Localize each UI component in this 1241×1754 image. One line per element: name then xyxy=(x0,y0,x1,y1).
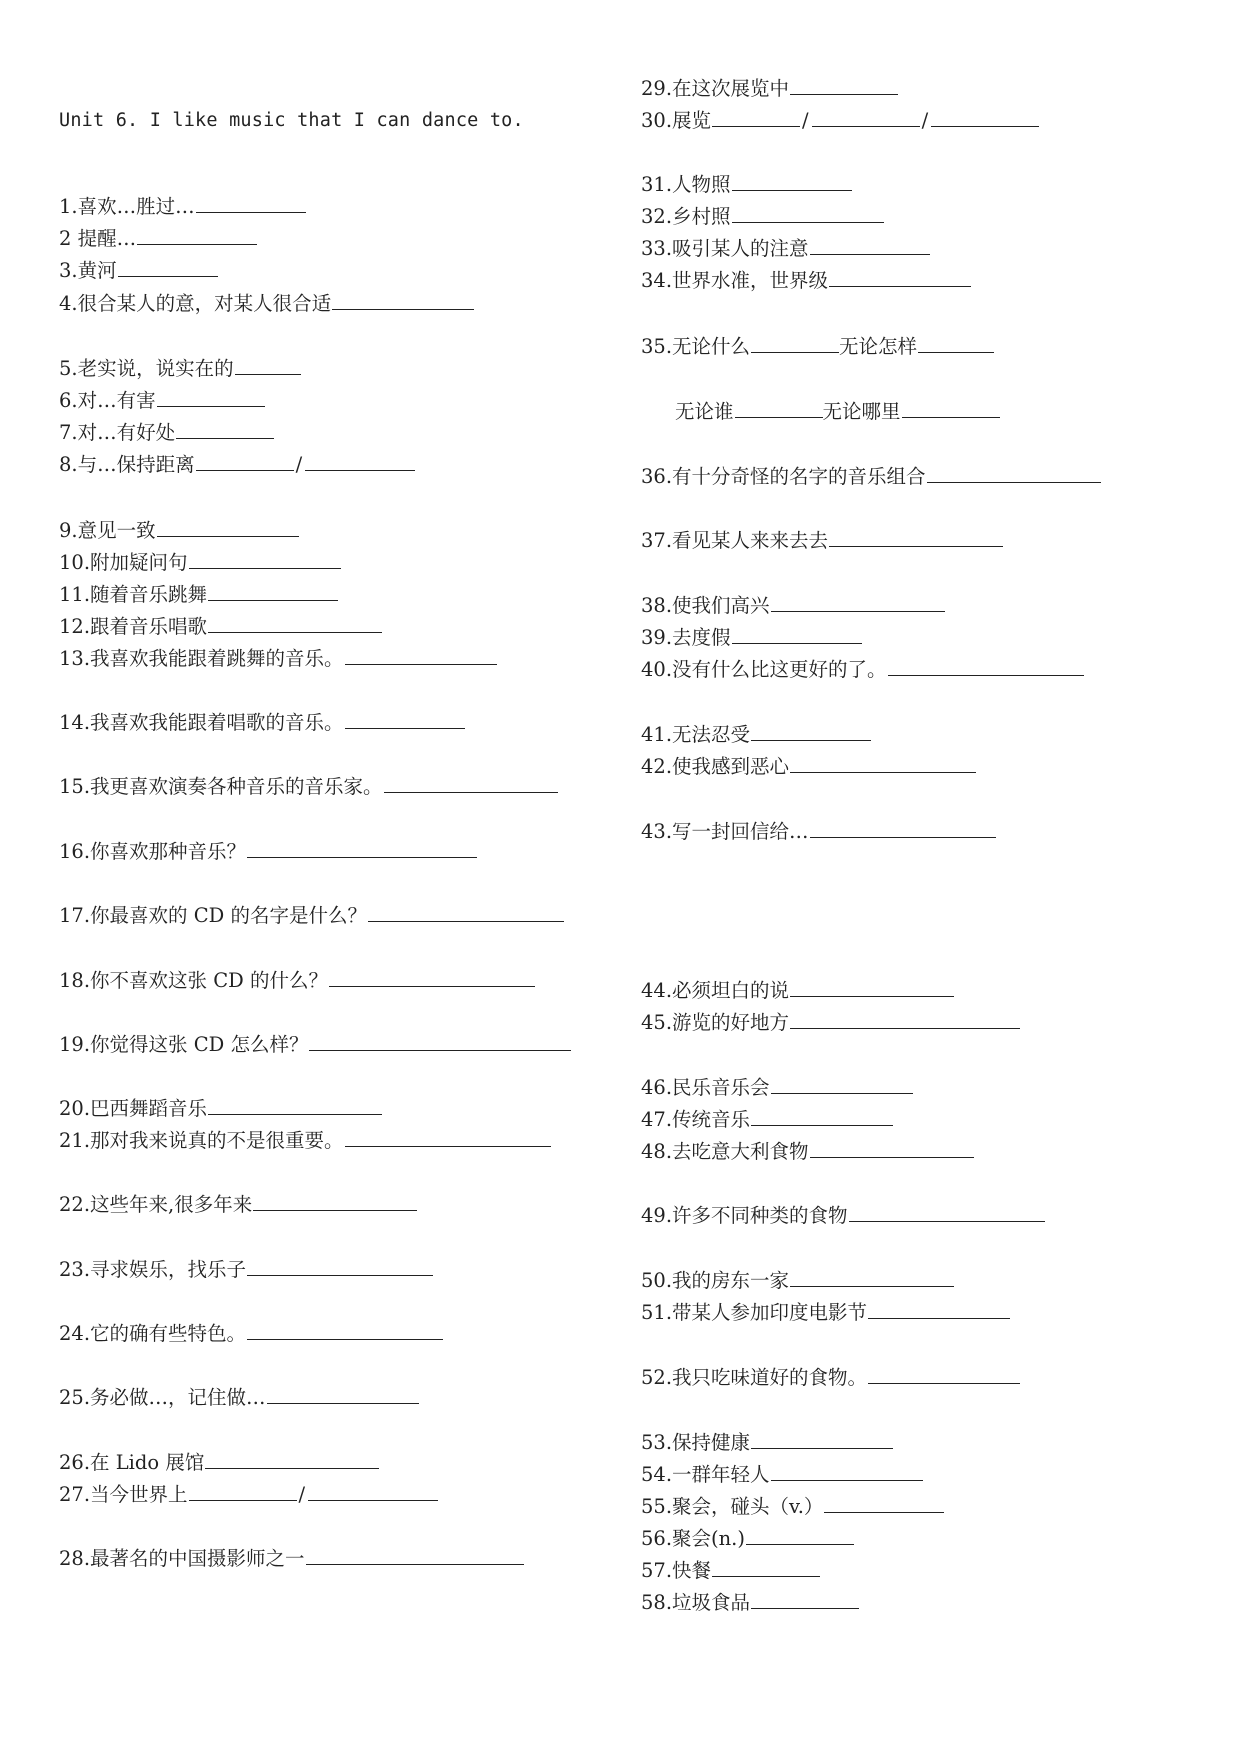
vocab-item xyxy=(641,817,996,844)
answer-blank[interactable] xyxy=(735,397,823,418)
vocab-item xyxy=(641,1428,893,1455)
vocab-item xyxy=(641,526,1003,553)
item-prompt: 44.必须坦白的说 xyxy=(641,979,790,1002)
item-prompt: 43.写一封回信给… xyxy=(641,820,809,843)
blank-separator: / xyxy=(921,109,929,132)
answer-blank[interactable] xyxy=(205,1448,379,1469)
answer-blank[interactable] xyxy=(712,1556,820,1577)
item-prompt: 29.在这次展览中 xyxy=(641,77,790,100)
item-prompt: 8.与…保持距离 xyxy=(59,453,195,476)
answer-blank[interactable] xyxy=(137,224,257,245)
item-prompt: 22.这些年来,很多年来 xyxy=(59,1193,253,1216)
item-prompt: 47.传统音乐 xyxy=(641,1108,751,1131)
answer-blank[interactable] xyxy=(305,450,415,471)
vocab-item xyxy=(59,1448,379,1475)
answer-blank[interactable] xyxy=(712,106,800,127)
answer-blank[interactable] xyxy=(368,901,564,922)
answer-blank[interactable] xyxy=(824,1492,944,1513)
item-prompt: 1.喜欢…胜过… xyxy=(59,195,195,218)
vocab-item xyxy=(59,837,477,864)
answer-blank[interactable] xyxy=(746,1524,854,1545)
answer-blank[interactable] xyxy=(868,1363,1020,1384)
vocab-item xyxy=(641,1008,1020,1035)
vocab-item xyxy=(641,106,1039,133)
item-prompt: 24.它的确有些特色。 xyxy=(59,1322,247,1345)
vocab-item xyxy=(641,1266,954,1293)
answer-blank[interactable] xyxy=(345,708,465,729)
vocab-item xyxy=(59,418,274,445)
item-prompt: 17.你最喜欢的 CD 的名字是什么？ xyxy=(59,904,367,927)
item-prompt: 50.我的房东一家 xyxy=(641,1269,790,1292)
item-prompt: 33.吸引某人的注意 xyxy=(641,237,809,260)
vocab-item xyxy=(59,901,564,928)
vocab-item xyxy=(641,462,1101,489)
answer-blank[interactable] xyxy=(790,1008,1020,1029)
item-prompt: 19.你觉得这张 CD 怎么样？ xyxy=(59,1033,309,1056)
item-prompt: 18.你不喜欢这张 CD 的什么？ xyxy=(59,969,328,992)
vocab-item xyxy=(59,256,218,283)
vocab-item xyxy=(641,1524,854,1551)
vocab-item xyxy=(59,289,474,316)
item-prompt: 11.随着音乐跳舞 xyxy=(59,583,208,606)
answer-blank[interactable] xyxy=(332,289,474,310)
vocab-item xyxy=(641,1556,820,1583)
answer-blank[interactable] xyxy=(732,170,852,191)
blank-separator: / xyxy=(295,453,303,476)
answer-blank[interactable] xyxy=(868,1298,1010,1319)
item-prompt: 10.附加疑问句 xyxy=(59,551,188,574)
answer-blank[interactable] xyxy=(118,256,218,277)
answer-blank[interactable] xyxy=(196,450,294,471)
answer-blank[interactable] xyxy=(751,1105,893,1126)
answer-blank[interactable] xyxy=(931,106,1039,127)
answer-blank[interactable] xyxy=(790,74,898,95)
item-prompt: 56.聚会(n.) xyxy=(641,1527,745,1550)
item-prompt: 31.人物照 xyxy=(641,173,731,196)
blank-separator: / xyxy=(298,1483,306,1506)
item-prompt: 无论哪里 xyxy=(822,400,901,423)
vocab-item xyxy=(641,1105,893,1132)
item-prompt: 27.当今世界上 xyxy=(59,1483,188,1506)
answer-blank[interactable] xyxy=(751,720,871,741)
item-prompt: 14.我喜欢我能跟着唱歌的音乐。 xyxy=(59,711,344,734)
vocab-item xyxy=(641,752,976,779)
item-prompt: 30.展览 xyxy=(641,109,712,132)
item-prompt: 2 提醒… xyxy=(59,227,137,250)
item-prompt: 7.对…有好处 xyxy=(59,421,176,444)
item-prompt: 26.在 Lido 展馆 xyxy=(59,1451,205,1474)
vocab-item xyxy=(641,1363,1020,1390)
answer-blank[interactable] xyxy=(345,1126,551,1147)
vocab-item xyxy=(641,1073,913,1100)
item-prompt: 25.务必做…，记住做… xyxy=(59,1386,266,1409)
vocab-item xyxy=(641,234,930,261)
vocab-item xyxy=(59,1255,433,1282)
vocab-item xyxy=(59,1094,382,1121)
vocab-item xyxy=(641,170,852,197)
item-prompt: 55.聚会，碰头（v.） xyxy=(641,1495,824,1518)
item-prompt: 38.使我们高兴 xyxy=(641,594,770,617)
item-prompt: 21.那对我来说真的不是很重要。 xyxy=(59,1129,344,1152)
answer-blank[interactable] xyxy=(771,1460,923,1481)
answer-blank[interactable] xyxy=(267,1383,419,1404)
item-prompt: 28.最著名的中国摄影师之一 xyxy=(59,1547,305,1570)
item-prompt: 46.民乐音乐会 xyxy=(641,1076,770,1099)
answer-blank[interactable] xyxy=(902,397,1000,418)
answer-blank[interactable] xyxy=(751,1588,859,1609)
vocab-item xyxy=(59,1030,571,1057)
vocab-item xyxy=(641,720,871,747)
item-prompt: 13.我喜欢我能跟着跳舞的音乐。 xyxy=(59,647,344,670)
answer-blank[interactable] xyxy=(208,580,338,601)
vocab-item xyxy=(59,580,338,607)
item-prompt: 5.老实说，说实在的 xyxy=(59,357,234,380)
answer-blank[interactable] xyxy=(771,591,945,612)
answer-blank[interactable] xyxy=(208,612,382,633)
item-prompt: 20.巴西舞蹈音乐 xyxy=(59,1097,208,1120)
answer-blank[interactable] xyxy=(751,332,839,353)
vocab-item xyxy=(641,1460,923,1487)
item-prompt: 23.寻求娱乐，找乐子 xyxy=(59,1258,247,1281)
vocab-item xyxy=(59,966,535,993)
vocab-item xyxy=(59,772,558,799)
item-prompt: 36.有十分奇怪的名字的音乐组合 xyxy=(641,465,926,488)
vocab-item xyxy=(59,450,415,477)
answer-blank[interactable] xyxy=(329,966,535,987)
item-prompt: 51.带某人参加印度电影节 xyxy=(641,1301,868,1324)
item-prompt: 4.很合某人的意，对某人很合适 xyxy=(59,292,332,315)
answer-blank[interactable] xyxy=(176,418,274,439)
answer-blank[interactable] xyxy=(927,462,1101,483)
vocab-item xyxy=(641,1588,859,1615)
answer-blank[interactable] xyxy=(790,1266,954,1287)
item-prompt: 49.许多不同种类的食物 xyxy=(641,1204,848,1227)
item-prompt: 54.一群年轻人 xyxy=(641,1463,770,1486)
vocab-item xyxy=(59,548,341,575)
vocab-item xyxy=(641,976,954,1003)
item-prompt: 39.去度假 xyxy=(641,626,731,649)
item-prompt: 32.乡村照 xyxy=(641,205,731,228)
item-prompt: 15.我更喜欢演奏各种音乐的音乐家。 xyxy=(59,775,383,798)
blank-separator: / xyxy=(802,109,809,132)
answer-blank[interactable] xyxy=(196,192,306,213)
item-prompt: 3.黄河 xyxy=(59,259,117,282)
item-prompt: 无论怎样 xyxy=(839,335,918,358)
answer-blank[interactable] xyxy=(235,354,301,375)
vocab-item xyxy=(59,1319,443,1346)
item-prompt: 48.去吃意大利食物 xyxy=(641,1140,809,1163)
vocab-item xyxy=(59,386,265,413)
answer-blank[interactable] xyxy=(790,752,976,773)
item-prompt: 16.你喜欢那种音乐？ xyxy=(59,840,247,863)
answer-blank[interactable] xyxy=(247,1255,433,1276)
answer-blank[interactable] xyxy=(345,644,497,665)
answer-blank[interactable] xyxy=(247,837,477,858)
answer-blank[interactable] xyxy=(751,1428,893,1449)
item-prompt: 57.快餐 xyxy=(641,1559,712,1582)
answer-blank[interactable] xyxy=(810,234,930,255)
answer-blank[interactable] xyxy=(732,623,862,644)
vocab-item xyxy=(641,1298,1010,1325)
vocab-item xyxy=(59,224,257,251)
vocab-item xyxy=(59,1190,417,1217)
vocab-item xyxy=(59,1126,551,1153)
item-prompt: 无论谁 xyxy=(675,400,734,423)
vocab-item xyxy=(641,1201,1045,1228)
answer-blank[interactable] xyxy=(849,1201,1045,1222)
item-prompt: 58.垃圾食品 xyxy=(641,1591,751,1614)
vocab-item xyxy=(59,644,497,671)
item-prompt: 45.游览的好地方 xyxy=(641,1011,790,1034)
answer-blank[interactable] xyxy=(253,1190,417,1211)
answer-blank[interactable] xyxy=(810,1137,974,1158)
answer-blank[interactable] xyxy=(732,202,884,223)
worksheet-title: Unit 6. I like music that I can dance to. xyxy=(59,110,524,131)
answer-blank[interactable] xyxy=(157,516,299,537)
answer-blank[interactable] xyxy=(189,548,341,569)
answer-blank[interactable] xyxy=(247,1319,443,1340)
vocab-item xyxy=(641,266,971,293)
vocab-item xyxy=(641,202,884,229)
item-prompt: 12.跟着音乐唱歌 xyxy=(59,615,208,638)
vocab-item xyxy=(641,332,994,359)
answer-blank[interactable] xyxy=(918,332,994,353)
answer-blank[interactable] xyxy=(306,1544,524,1565)
vocab-item xyxy=(641,655,1084,682)
item-prompt: 42.使我感到恶心 xyxy=(641,755,790,778)
item-prompt: 40.没有什么比这更好的了。 xyxy=(641,658,887,681)
item-prompt: 41.无法忍受 xyxy=(641,723,751,746)
answer-blank[interactable] xyxy=(384,772,558,793)
item-prompt: 37.看见某人来来去去 xyxy=(641,529,829,552)
item-prompt: 35.无论什么 xyxy=(641,335,751,358)
vocab-item xyxy=(59,612,382,639)
item-prompt: 34.世界水准，世界级 xyxy=(641,269,829,292)
item-prompt: 6.对…有害 xyxy=(59,389,156,412)
item-prompt: 52.我只吃味道好的食物。 xyxy=(641,1366,868,1389)
answer-blank[interactable] xyxy=(812,106,920,127)
item-prompt: 53.保持健康 xyxy=(641,1431,751,1454)
answer-blank[interactable] xyxy=(157,386,265,407)
item-prompt: 9.意见一致 xyxy=(59,519,156,542)
vocab-item xyxy=(641,1492,944,1519)
vocab-item xyxy=(641,1137,974,1164)
vocab-item xyxy=(675,397,1000,424)
answer-blank[interactable] xyxy=(810,817,996,838)
answer-blank[interactable] xyxy=(189,1480,297,1501)
vocab-item xyxy=(641,591,945,618)
vocab-item xyxy=(641,623,862,650)
vocab-item xyxy=(59,516,299,543)
answer-blank[interactable] xyxy=(771,1073,913,1094)
vocab-item xyxy=(59,354,301,381)
answer-blank[interactable] xyxy=(888,655,1084,676)
answer-blank[interactable] xyxy=(790,976,954,997)
vocab-item xyxy=(59,1383,419,1410)
vocab-item xyxy=(59,1480,438,1507)
vocab-item xyxy=(59,708,465,735)
answer-blank[interactable] xyxy=(308,1480,438,1501)
answer-blank[interactable] xyxy=(829,266,971,287)
answer-blank[interactable] xyxy=(208,1094,382,1115)
vocab-item xyxy=(59,1544,524,1571)
vocab-item xyxy=(641,74,898,101)
vocab-item xyxy=(59,192,306,219)
answer-blank[interactable] xyxy=(829,526,1003,547)
answer-blank[interactable] xyxy=(309,1030,571,1051)
